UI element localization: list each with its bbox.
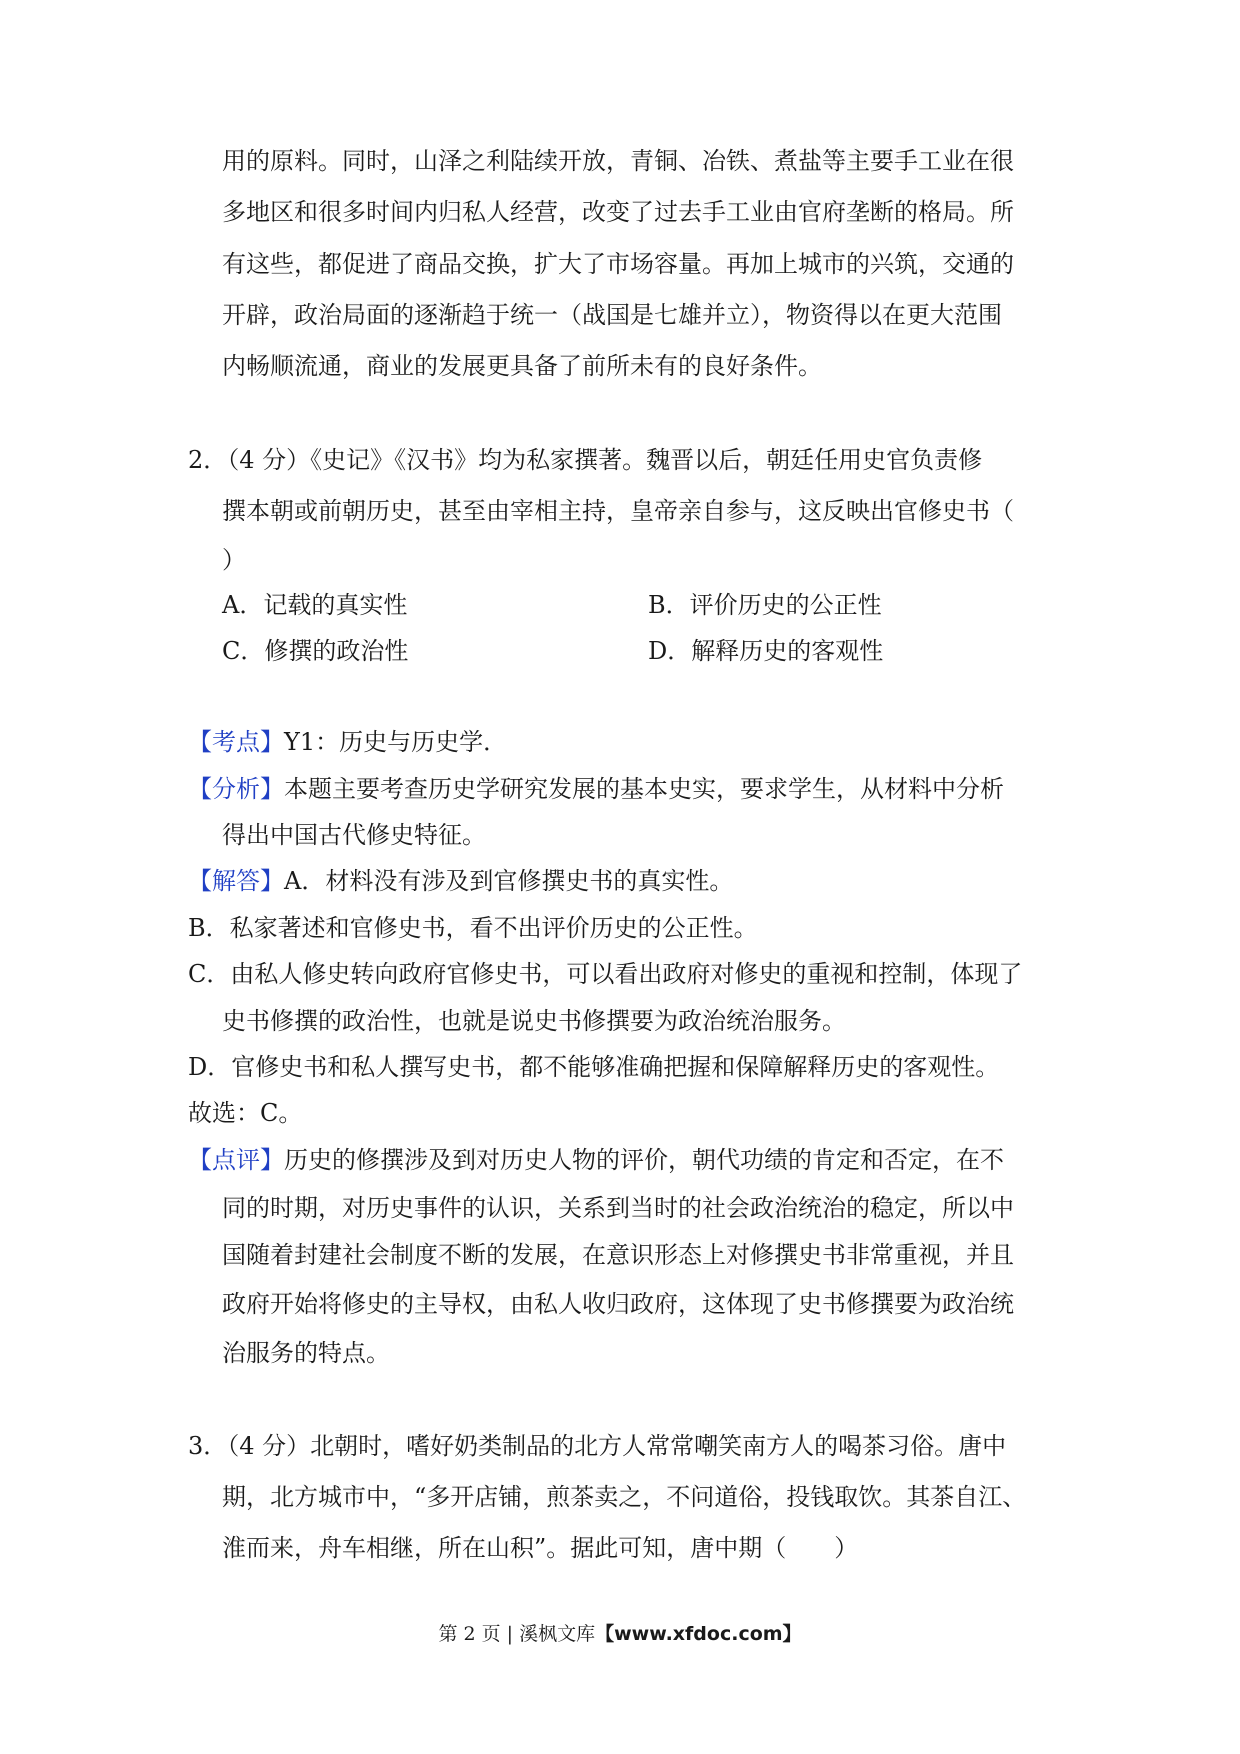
- fenxi-text: 本题主要考查历史学研究发展的基本史实，要求学生，从材料中分析: [284, 775, 1004, 803]
- paragraph-line: 多地区和很多时间内归私人经营，改变了过去手工业由官府垄断的格局。所: [222, 198, 1014, 226]
- jieda-text: A．材料没有涉及到官修撰史书的真实性。: [284, 867, 734, 895]
- dianping-row: [188, 1145, 1004, 1175]
- paragraph-line: 内畅顺流通，商业的发展更具备了前所未有的良好条件。: [222, 352, 822, 380]
- jieda-line: B．私家著述和官修史书，看不出评价历史的公正性。: [188, 914, 758, 942]
- option-a: A．记载的真实性: [222, 591, 408, 619]
- question-3-stem-line: 淮而来，舟车相继，所在山积”。据此可知，唐中期（ ）: [222, 1534, 859, 1562]
- jieda-line: D．官修史书和私人撰写史书，都不能够准确把握和保障解释历史的客观性。: [188, 1053, 1000, 1081]
- footer-separator: |: [506, 1623, 514, 1645]
- dianping-line: 同的时期，对历史事件的认识，关系到当时的社会政治统治的稳定，所以中: [222, 1194, 1014, 1222]
- dianping-text: 历史的修撰涉及到对历史人物的评价，朝代功绩的肯定和否定，在不: [284, 1146, 1004, 1174]
- site-link[interactable]: 【www.xfdoc.com】: [595, 1623, 802, 1645]
- paragraph-line: 开辟，政治局面的逐渐趋于统一（战国是七雄并立），物资得以在更大范围: [222, 301, 1002, 329]
- dianping-line: 政府开始将修史的主导权，由私人收归政府，这体现了史书修撰要为政治统: [222, 1290, 1014, 1318]
- fenxi-tag: 【分析】: [188, 775, 284, 803]
- question-2-stem: 2．（4 分）《史记》《汉书》均为私家撰著。魏晋以后，朝廷任用史官负责修: [188, 446, 983, 474]
- question-2-stem-line: 撰本朝或前朝历史，甚至由宰相主持，皇帝亲自参与，这反映出官修史书（: [222, 497, 1014, 525]
- question-3-stem: 3．（4 分）北朝时，嗜好奶类制品的北方人常常嘲笑南方人的喝茶习俗。唐中: [188, 1432, 1007, 1460]
- fenxi-row: [188, 774, 1004, 804]
- kaodian-tag: 【考点】: [188, 728, 284, 756]
- option-d: D．解释历史的客观性: [648, 637, 884, 665]
- paragraph-line: 有这些，都促进了商品交换，扩大了市场容量。再加上城市的兴筑，交通的: [222, 250, 1014, 278]
- jieda-tag: 【解答】: [188, 867, 284, 895]
- dianping-line: 国随着封建社会制度不断的发展，在意识形态上对修撰史书非常重视，并且: [222, 1241, 1014, 1269]
- option-c: C．修撰的政治性: [222, 637, 409, 665]
- dianping-line: 治服务的特点。: [222, 1339, 390, 1367]
- question-2-stem-line: ）: [222, 546, 246, 574]
- kaodian-text: Y1：历史与历史学．: [284, 728, 508, 756]
- page-footer: [0, 1621, 1240, 1647]
- answer-line: 故选：C。: [188, 1099, 303, 1127]
- jieda-line: 史书修撰的政治性，也就是说史书修撰要为政治统治服务。: [222, 1007, 846, 1035]
- fenxi-line: 得出中国古代修史特征。: [222, 821, 486, 849]
- question-3-stem-line: 期，北方城市中，“多开店铺，煎茶卖之，不问道俗，投钱取饮。其茶自江、: [222, 1483, 1027, 1511]
- library-name: 溪枫文库: [519, 1623, 596, 1645]
- jieda-row: [188, 866, 733, 896]
- dianping-tag: 【点评】: [188, 1146, 284, 1174]
- option-b: B．评价历史的公正性: [648, 591, 882, 619]
- paragraph-line: 用的原料。同时，山泽之利陆续开放，青铜、冶铁、煮盐等主要手工业在很: [222, 147, 1014, 175]
- kaodian-row: [188, 727, 507, 757]
- jieda-line: C．由私人修史转向政府官修史书，可以看出政府对修史的重视和控制，体现了: [188, 960, 1023, 988]
- page-number: 第 2 页: [438, 1623, 501, 1645]
